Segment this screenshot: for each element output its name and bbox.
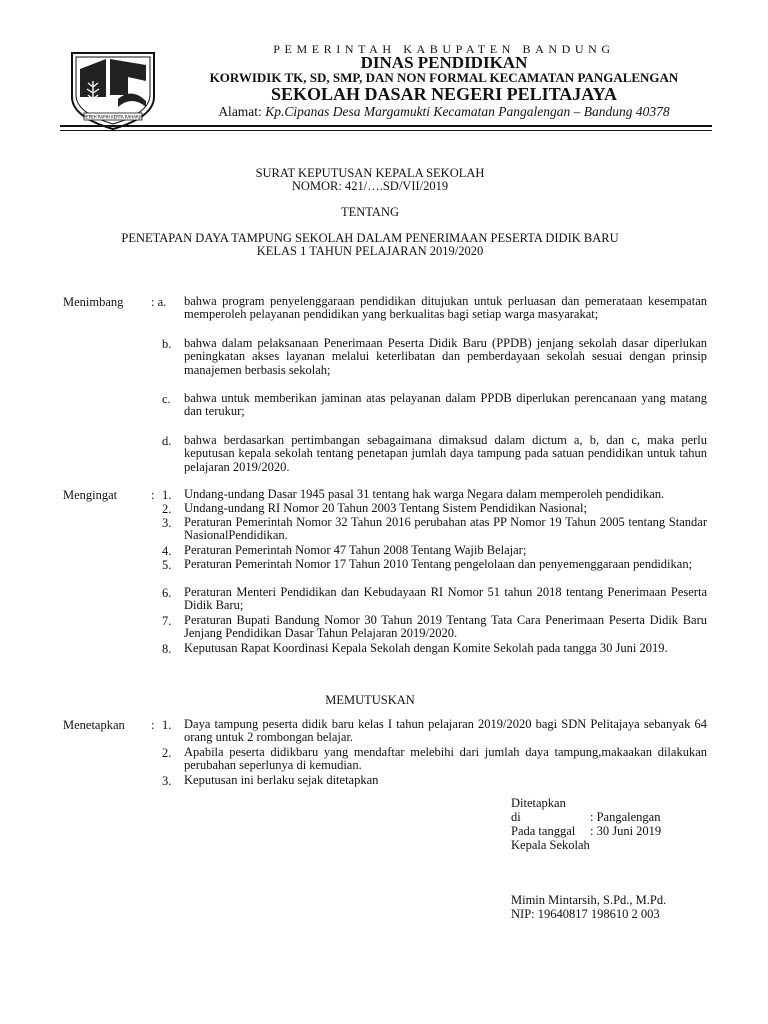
menimbang-marker-b: b.: [162, 337, 172, 351]
signature-place-value: : Pangalengan: [590, 810, 661, 824]
mengingat-item-7: Peraturan Bupati Bandung Nomor 30 Tahun 2019 Tentang Tata Cara Penerimaan Peserta Didik Baru Jenjang Pendidikan Dasar Tahun Pelajaran 2019/2020.: [184, 613, 707, 641]
mengingat-colon: :: [151, 488, 155, 502]
letterhead-office: DINAS PENDIDIKAN: [360, 53, 528, 72]
menimbang-item-c: bahwa untuk memberikan jaminan atas pelayanan dalam PPDB diperlukan perencanaan yang matang dan terukur;: [184, 391, 707, 419]
mengingat-item-1: Undang-undang Dasar 1945 pasal 31 tentang hak warga Negara dalam memperoleh pendidikan.: [184, 487, 665, 501]
letterhead-school-name: SEKOLAH DASAR NEGERI PELITAJAYA: [271, 84, 617, 104]
mengingat-item-6: Peraturan Menteri Pendidikan dan Kebudayaan RI Nomor 51 tahun 2018 tentang Penerimaan Peserta Didik Baru;: [184, 585, 707, 613]
bandung-regency-logo: [66, 47, 160, 131]
menetapkan-item-3: Keputusan ini berlaku sejak ditetapkan: [184, 773, 379, 787]
letterhead-address: [160, 104, 728, 120]
signature-nip: NIP: 19640817 198610 2 003: [511, 907, 660, 921]
mengingat-marker-7: 7.: [162, 614, 172, 628]
menetapkan-marker-1: 1.: [162, 718, 172, 732]
menimbang-label: Menimbang: [63, 295, 124, 309]
menimbang-item-b: bahwa dalam pelaksanaan Penerimaan Peserta Didik Baru (PPDB) jenjang sekolah dasar diperlukan peningkatan akses layanan melalui keterlibatan dan pemberdayaan sekolah sesuai dengan prinsip manajemen berbasis sekolah;: [184, 336, 707, 377]
signature-name: Mimin Mintarsih, S.Pd., M.Pd.: [511, 893, 667, 907]
mengingat-item-5: Peraturan Pemerintah Nomor 17 Tahun 2010 Tentang pengelolaan dan penyemenggaraan pendidikan;: [184, 557, 693, 571]
menimbang-marker-a: : a.: [151, 295, 167, 309]
letterhead-rule-thick: [60, 125, 712, 127]
menetapkan-colon: :: [151, 718, 155, 732]
mengingat-label: Mengingat: [63, 488, 118, 502]
letterhead-rule-thin: [60, 130, 712, 131]
mengingat-marker-2: 2.: [162, 502, 172, 516]
letterhead-division: KORWIDIK TK, SD, SMP, DAN NON FORMAL KECAMATAN PANGALENGAN: [209, 70, 679, 85]
memutuskan-heading: MEMUTUSKAN: [325, 693, 415, 707]
decree-number: NOMOR: 421/….SD/VII/2019: [291, 179, 449, 193]
mengingat-item-4: Peraturan Pemerintah Nomor 47 Tahun 2008 Tentang Wajib Belajar;: [184, 543, 527, 557]
letterhead-government: PEMERINTAH KABUPATEN BANDUNG: [273, 42, 615, 56]
mengingat-marker-8: 8.: [162, 642, 172, 656]
decree-title: SURAT KEPUTUSAN KEPALA SEKOLAH: [255, 166, 485, 180]
menetapkan-item-1: Daya tampung peserta didik baru kelas I tahun pelajaran 2019/2020 bagi SDN Pelitajaya sebanyak 64 orang untuk 2 rombongan belajar.: [184, 717, 707, 745]
menetapkan-marker-3: 3.: [162, 774, 172, 788]
menimbang-item-a: bahwa program penyelenggaraan pendidikan ditujukan untuk perluasan dan pemerataan kesempatan memperoleh pelayanan pendidikan yang berkualitas bagi setiap warga masyarakat;: [184, 294, 707, 322]
decree-tentang: TENTANG: [340, 205, 399, 219]
address-label: Alamat:: [218, 104, 262, 119]
address-text: Kp.Cipanas Desa Margamukti Kecamatan Pangalengan – Bandung 40378: [265, 104, 670, 119]
menetapkan-label: Menetapkan: [63, 718, 125, 732]
mengingat-marker-6: 6.: [162, 586, 172, 600]
signature-date-label: Pada tanggal: [511, 824, 576, 838]
mengingat-item-3: Peraturan Pemerintah Nomor 32 Tahun 2016 perubahan atas PP Nomor 19 Tahun 2005 tentang Standar NasionalPendidikan.: [184, 515, 707, 543]
decree-subject-line2: KELAS 1 TAHUN PELAJARAN 2019/2020: [256, 244, 484, 258]
signature-date-value: : 30 Juni 2019: [590, 824, 662, 838]
mengingat-item-2: Undang-undang RI Nomor 20 Tahun 2003 Tentang Sistem Pendidikan Nasional;: [184, 501, 587, 515]
mengingat-marker-1: 1.: [162, 488, 172, 502]
menimbang-marker-d: d.: [162, 434, 172, 448]
logo-motto: REPEH RAPIH KERTA RAHARJA: [83, 114, 143, 120]
menetapkan-marker-2: 2.: [162, 746, 172, 760]
menimbang-marker-c: c.: [162, 392, 171, 406]
mengingat-marker-4: 4.: [162, 544, 172, 558]
mengingat-marker-5: 5.: [162, 558, 172, 572]
signature-place-label: di: [511, 810, 521, 824]
mengingat-item-8: Keputusan Rapat Koordinasi Kepala Sekolah dengan Komite Sekolah pada tangga 30 Juni 2019.: [184, 641, 668, 655]
decree-subject-line1: PENETAPAN DAYA TAMPUNG SEKOLAH DALAM PENERIMAAN PESERTA DIDIK BARU: [121, 231, 619, 245]
menimbang-item-d: bahwa berdasarkan pertimbangan sebagaimana dimaksud dalam dictum a, b, dan c, maka perlu keputusan kepala sekolah tentang penetapan jumlah daya tampung pada satuan pendidikan untuk tahun pelajaran 2019/2020.: [184, 433, 707, 474]
menetapkan-item-2: Apabila peserta didikbaru yang mendaftar melebihi dari jumlah daya tampung,makaakan dilakukan perubahan seperlunya di kemudian.: [184, 745, 707, 773]
mengingat-marker-3: 3.: [162, 516, 172, 530]
signature-role: Kepala Sekolah: [511, 838, 590, 852]
signature-ditetapkan: Ditetapkan: [511, 796, 566, 810]
